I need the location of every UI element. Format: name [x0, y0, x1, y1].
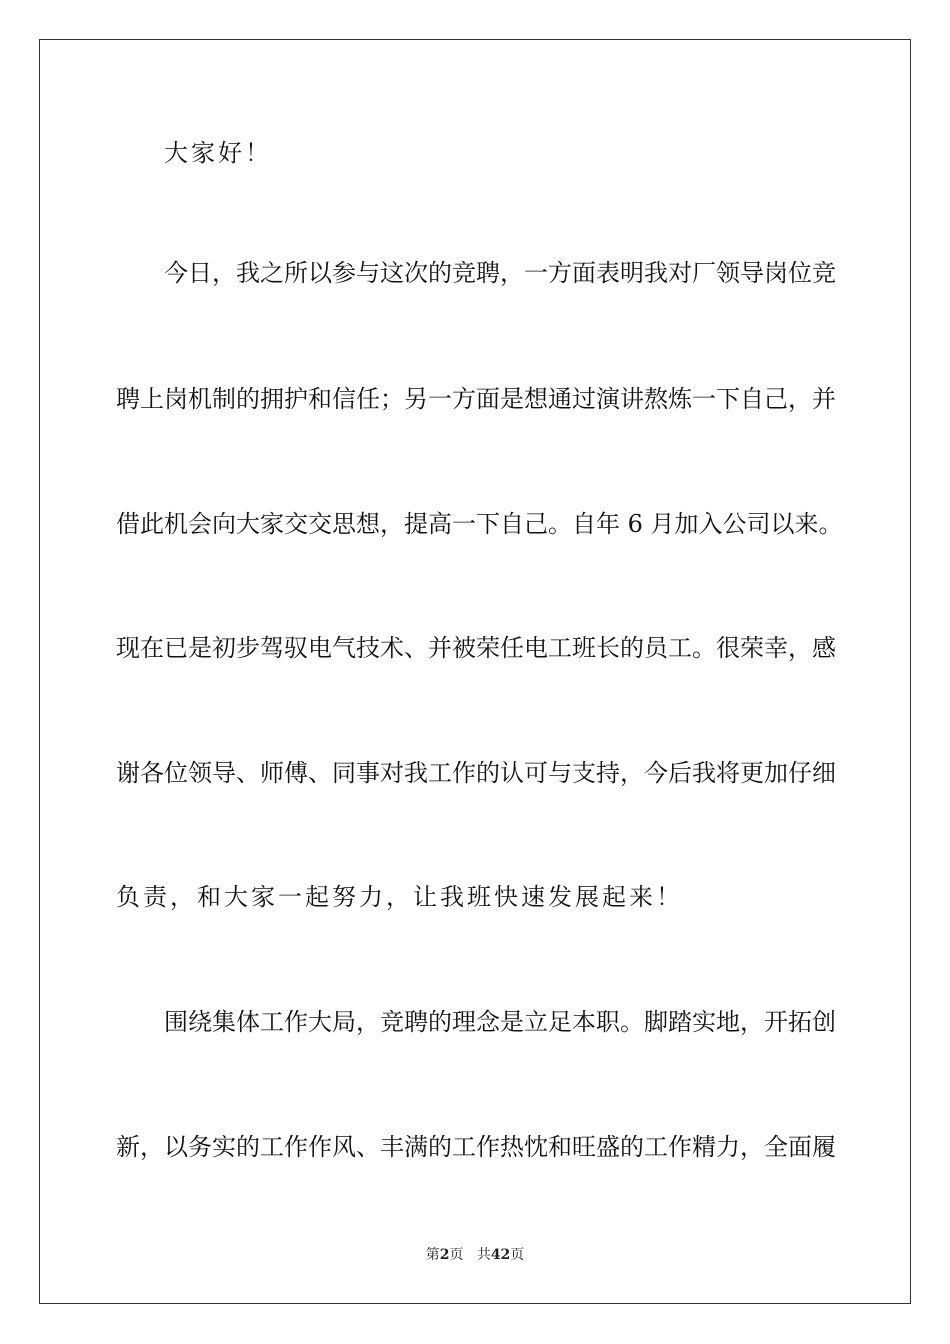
page-number: 2	[439, 1247, 450, 1263]
text-line: 围绕集体工作大局，竞聘的理念是立足本职。脚踏实地，开拓创	[164, 1008, 836, 1036]
text-line: 新，以务实的工作作风、丰满的工作热忱和旺盛的工作精力，全面履	[116, 1133, 836, 1161]
text-line: 负责，和大家一起努力，让我班快速发展起来！	[116, 883, 683, 911]
total-prefix: 共	[476, 1247, 491, 1263]
total-pages: 42	[490, 1247, 511, 1263]
text-line: 谢各位领导、师傅、同事对我工作的认可与支持，今后我将更加仔细	[116, 759, 836, 787]
page-suffix: 页	[449, 1247, 464, 1263]
page-footer	[0, 1246, 950, 1264]
text-line: 大家好！	[164, 139, 272, 167]
text-line: 今日，我之所以参与这次的竞聘，一方面表明我对厂领导岗位竞	[164, 259, 836, 287]
text-line: 借此机会向大家交交思想，提高一下自己。自年 6 月加入公司以来。	[116, 510, 843, 538]
text-line: 现在已是初步驾驭电气技术、并被荣任电工班长的员工。很荣幸，感	[116, 634, 836, 662]
total-suffix: 页	[510, 1247, 525, 1263]
page-prefix: 第	[425, 1247, 440, 1263]
page-border	[39, 39, 911, 1304]
text-line: 聘上岗机制的拥护和信任；另一方面是想通过演讲熬炼一下自己，并	[116, 385, 836, 413]
